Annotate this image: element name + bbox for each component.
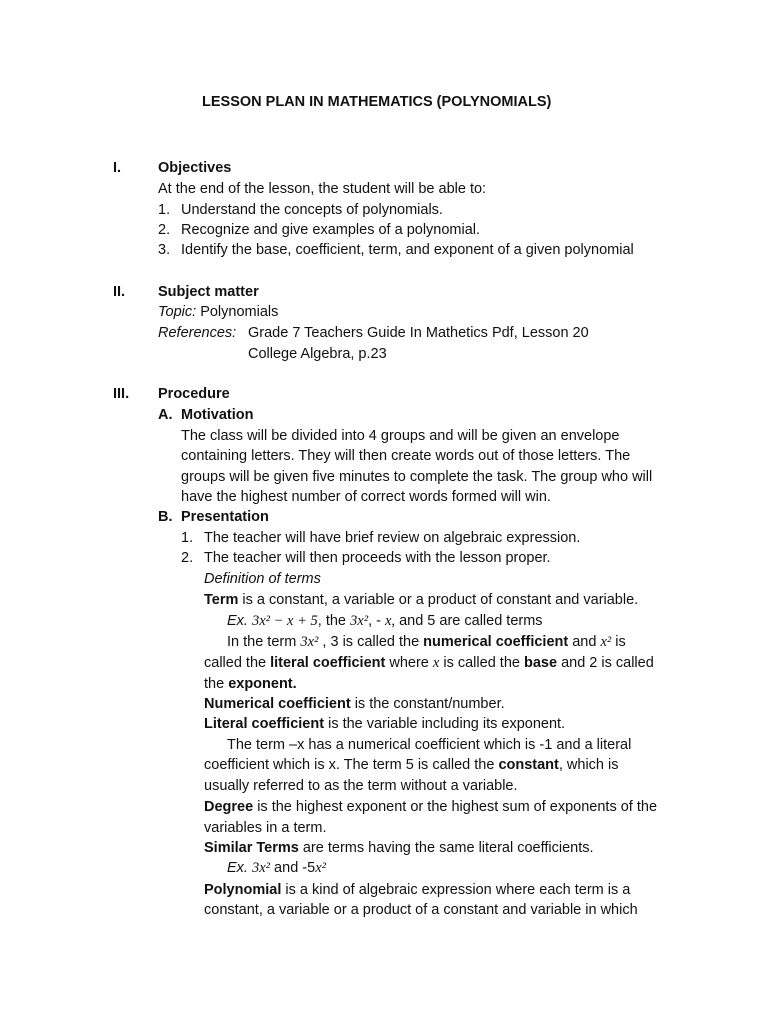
topic-line xyxy=(158,302,278,322)
motivation-line-4: have the highest number of correct words formed will win. xyxy=(181,489,551,505)
definition-polynomial: Polynomial is a kind of algebraic expression where each term is a xyxy=(204,882,631,898)
presentation-text-2: The teacher will then proceeds with the lesson proper. xyxy=(204,550,551,566)
topic-value: Polynomials xyxy=(200,304,279,320)
definition-degree: Degree is the highest exponent or the highest sum of exponents of the xyxy=(204,799,658,815)
term-word: Term xyxy=(204,592,239,608)
expression-x: x, xyxy=(385,613,396,629)
subsection-label-b: B. xyxy=(158,509,173,525)
objective-num-3: 3. xyxy=(158,242,171,258)
objective-text-3: Identify the base, coefficient, term, and exponent of a given polynomial xyxy=(181,242,634,258)
section-heading-subject-matter: Subject matter xyxy=(158,284,259,300)
expression-polynomial: 3x² − x + 5 xyxy=(251,613,318,629)
definition-literal-coefficient: Literal coefficient is the variable including its exponent. xyxy=(204,716,566,732)
minus-x-line-2: coefficient which is x. The term 5 is called the constant, which is xyxy=(204,757,619,773)
example-terms: Ex. 3x² − x + 5, the 3x², - x, and 5 are called terms xyxy=(227,613,543,629)
section-heading-objectives: Objectives xyxy=(158,160,232,176)
expression-3x2: 3x² xyxy=(350,613,369,629)
topic-label: Topic: xyxy=(158,304,197,320)
motivation-line-1: The class will be divided into 4 groups and will be given an envelope xyxy=(181,428,620,444)
subsection-heading-motivation: Motivation xyxy=(181,407,254,423)
objective-text-2: Recognize and give examples of a polynomial. xyxy=(181,222,481,238)
example-similar-terms: Ex. 3x² and -5x² xyxy=(227,860,326,876)
motivation-line-2: containing letters. They will then create words out of those letters. The xyxy=(181,448,631,464)
term-definition: is a constant, a variable or a product of constant and variable. xyxy=(238,592,639,608)
motivation-line-3: groups will be given five minutes to complete the task. The group who will xyxy=(181,469,653,485)
term-explanation-line-1: In the term 3x² , 3 is called the numerical coefficient and x² is xyxy=(227,634,626,650)
references-label: References: xyxy=(158,325,237,341)
presentation-text-1: The teacher will have brief review on algebraic expression. xyxy=(204,530,581,546)
definition-numerical-coefficient: Numerical coefficient is the constant/number. xyxy=(204,696,505,712)
definitions-heading: Definition of terms xyxy=(204,571,321,587)
subsection-heading-presentation: Presentation xyxy=(181,509,269,525)
page-title: LESSON PLAN IN MATHEMATICS (POLYNOMIALS) xyxy=(202,94,552,110)
section-numeral-3: III. xyxy=(113,386,130,402)
presentation-num-2: 2. xyxy=(181,550,194,566)
objectives-intro: At the end of the lesson, the student will be able to: xyxy=(158,181,487,197)
definition-similar-terms: Similar Terms are terms having the same literal coefficients. xyxy=(204,840,594,856)
subsection-label-a: A. xyxy=(158,407,173,423)
reference-1: Grade 7 Teachers Guide In Mathetics Pdf, Lesson 20 xyxy=(248,325,589,341)
term-explanation-line-3: the exponent. xyxy=(204,676,297,692)
minus-x-line-1: The term –x has a numerical coefficient which is -1 and a literal xyxy=(227,737,632,753)
definition-polynomial-line-2: constant, a variable or a product of a constant and variable in which xyxy=(204,902,638,918)
term-explanation-line-2: called the literal coefficient where x is called the base and 2 is called xyxy=(204,655,654,671)
objective-num-2: 2. xyxy=(158,222,171,238)
section-numeral-1: I. xyxy=(113,160,122,176)
definition-degree-line-2: variables in a term. xyxy=(204,820,327,836)
section-heading-procedure: Procedure xyxy=(158,386,230,402)
section-numeral-2: II. xyxy=(113,284,126,300)
presentation-num-1: 1. xyxy=(181,530,194,546)
definition-term xyxy=(204,590,638,610)
objective-num-1: 1. xyxy=(158,202,171,218)
objective-text-1: Understand the concepts of polynomials. xyxy=(181,202,443,218)
reference-2: College Algebra, p.23 xyxy=(248,346,387,362)
example-label: Ex. xyxy=(227,613,248,629)
minus-x-line-3: usually referred to as the term without a variable. xyxy=(204,778,518,794)
